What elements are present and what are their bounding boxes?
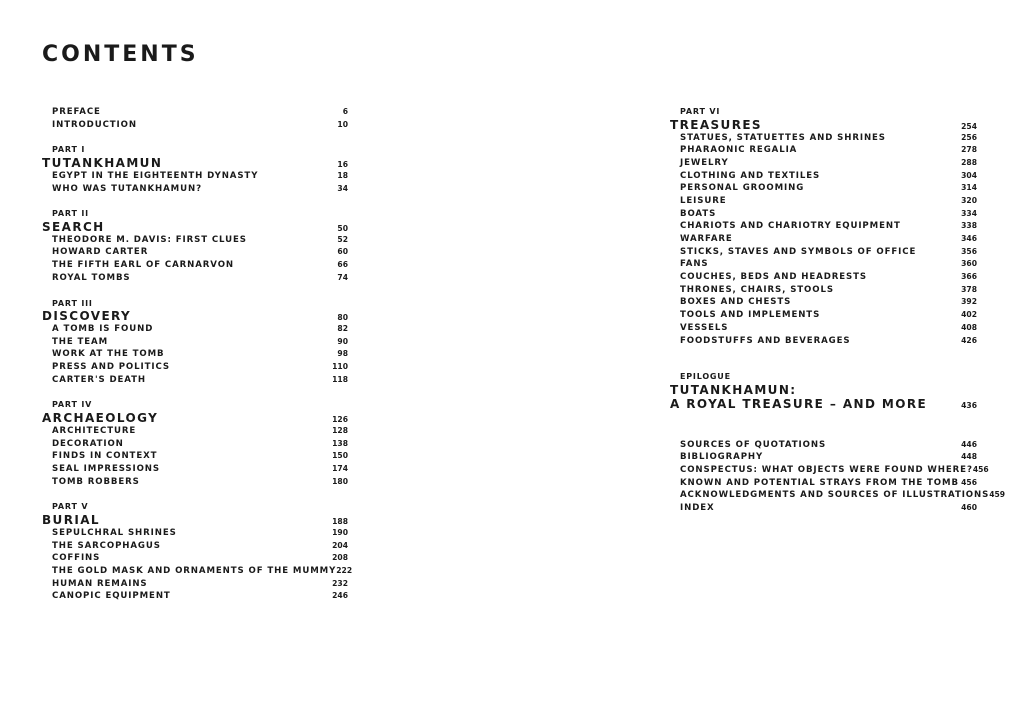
entry-label: SEPULCHRAL SHRINES <box>52 527 177 538</box>
toc-entry[interactable] <box>670 464 989 477</box>
entry-label: LEISURE <box>680 195 727 206</box>
contents-left-column <box>42 106 353 603</box>
entry-label: BOATS <box>680 208 717 219</box>
entry-page: 456 <box>972 465 989 475</box>
entry-page: 74 <box>337 272 348 282</box>
part-label: PART IV <box>52 400 93 410</box>
toc-entry[interactable] <box>42 450 348 463</box>
entry-page: 360 <box>961 259 977 269</box>
entry-page: 138 <box>332 438 348 448</box>
entry-label: HUMAN REMAINS <box>52 578 148 589</box>
toc-entry[interactable] <box>670 477 977 490</box>
part-page: 254 <box>961 121 977 131</box>
contents-right-column <box>670 106 1006 515</box>
entry-page: 256 <box>961 132 977 142</box>
entry-label: WORK AT THE TOMB <box>52 349 165 360</box>
toc-entry[interactable] <box>670 182 977 195</box>
entry-label: COUCHES, BEDS AND HEADRESTS <box>680 272 867 283</box>
entry-page: 320 <box>961 195 977 205</box>
entry-label: BIBLIOGRAPHY <box>680 452 764 463</box>
part-title[interactable] <box>42 309 348 323</box>
toc-entry[interactable] <box>42 336 348 349</box>
toc-entry[interactable] <box>42 578 348 591</box>
page-title: CONTENTS <box>42 42 199 67</box>
entry-label: BOXES AND CHESTS <box>680 297 792 308</box>
toc-entry[interactable] <box>42 425 348 438</box>
part-title-label: ARCHAEOLOGY <box>42 410 159 425</box>
entry-page: 456 <box>961 477 977 487</box>
entry-page: 334 <box>961 208 977 218</box>
entry-page: 150 <box>332 451 348 461</box>
part-title-label: SEARCH <box>42 219 105 234</box>
epilogue-title[interactable] <box>670 397 977 411</box>
entry-label: STATUES, STATUETTES AND SHRINES <box>680 132 886 143</box>
entry-label: SOURCES OF QUOTATIONS <box>680 439 827 450</box>
toc-entry[interactable] <box>670 132 977 145</box>
toc-entry[interactable] <box>670 502 977 515</box>
entry-label: JEWELRY <box>680 157 729 168</box>
entry-page: 90 <box>337 336 348 346</box>
entry-label: TOMB ROBBERS <box>52 476 140 487</box>
toc-entry[interactable] <box>670 258 977 271</box>
toc-entry[interactable] <box>670 246 977 259</box>
entry-page: 304 <box>961 170 977 180</box>
toc-entry[interactable] <box>670 309 977 322</box>
part-page: 188 <box>332 516 348 526</box>
entry-page: 222 <box>336 565 353 575</box>
toc-entry[interactable] <box>42 348 348 361</box>
entry-page: 110 <box>332 362 348 372</box>
part-title[interactable] <box>42 513 348 527</box>
entry-label: ROYAL TOMBS <box>52 272 131 283</box>
toc-entry[interactable] <box>670 170 977 183</box>
entry-label: THE SARCOPHAGUS <box>52 540 161 551</box>
entry-page: 174 <box>332 464 348 473</box>
toc-entry[interactable] <box>42 272 348 285</box>
entry-page: 232 <box>332 578 348 588</box>
entry-label: CLOTHING AND TEXTILES <box>680 170 821 181</box>
entry-label: PERSONAL GROOMING <box>680 183 805 194</box>
entry-page: 278 <box>961 145 977 155</box>
part-page: 16 <box>337 159 348 169</box>
entry-page: 18 <box>337 170 348 180</box>
epilogue-title-line1: TUTANKHAMUN: <box>670 382 797 397</box>
toc-entry[interactable] <box>670 335 977 348</box>
entry-label: THE FIFTH EARL OF CARNARVON <box>52 260 235 271</box>
part-label: PART VI <box>680 107 721 116</box>
entry-label: ARCHITECTURE <box>52 425 137 436</box>
toc-entry[interactable] <box>670 451 977 464</box>
entry-label: PRESS AND POLITICS <box>52 362 170 373</box>
part-label: PART V <box>52 502 89 512</box>
toc-entry[interactable] <box>42 183 348 196</box>
entry-page: 378 <box>961 284 977 294</box>
entry-page: 66 <box>337 260 348 270</box>
entry-label: ACKNOWLEDGMENTS AND SOURCES OF ILLUSTRATIONS <box>680 490 990 501</box>
entry-page: 448 <box>961 452 977 462</box>
epilogue-page: 436 <box>961 400 977 410</box>
entry-label: DECORATION <box>52 438 124 449</box>
entry-page: 52 <box>337 234 348 244</box>
toc-entry[interactable] <box>42 246 348 259</box>
entry-label: CANOPIC EQUIPMENT <box>52 591 171 602</box>
entry-label: THRONES, CHAIRS, STOOLS <box>680 284 834 295</box>
entry-page: 34 <box>337 183 348 193</box>
toc-entry[interactable] <box>42 527 348 540</box>
toc-entry[interactable] <box>42 540 348 553</box>
entry-page: 288 <box>961 157 977 167</box>
toc-entry[interactable] <box>670 322 977 335</box>
part-title[interactable] <box>42 156 348 170</box>
entry-page: 346 <box>961 234 977 243</box>
entry-page: 6 <box>342 107 348 116</box>
toc-entry[interactable] <box>42 361 348 374</box>
entry-page: 459 <box>989 490 1006 500</box>
epilogue-title-line2: A ROYAL TREASURE – AND MORE <box>670 396 928 411</box>
toc-entry[interactable] <box>670 271 977 284</box>
toc-entry[interactable] <box>670 144 977 157</box>
entry-page: 60 <box>337 247 348 257</box>
entry-page: 246 <box>332 591 348 601</box>
entry-label: THEODORE M. DAVIS: FIRST CLUES <box>52 234 247 245</box>
entry-page: 446 <box>961 439 977 449</box>
entry-label: SEAL IMPRESSIONS <box>52 464 160 474</box>
entry-label: THE GOLD MASK AND ORNAMENTS OF THE MUMMY <box>52 565 337 576</box>
entry-label: THE TEAM <box>52 336 109 347</box>
toc-entry[interactable] <box>670 296 977 309</box>
part-title-label: BURIAL <box>42 512 100 527</box>
toc-entry[interactable] <box>670 284 977 297</box>
toc-entry[interactable] <box>42 463 348 476</box>
part-title-label: DISCOVERY <box>42 309 132 323</box>
entry-label: INDEX <box>680 503 715 514</box>
part-page: 126 <box>332 414 348 424</box>
entry-label: EGYPT IN THE EIGHTEENTH DYNASTY <box>52 170 259 181</box>
toc-entry[interactable] <box>42 259 348 272</box>
toc-entry[interactable] <box>670 489 1006 502</box>
entry-label: CARTER'S DEATH <box>52 374 146 385</box>
entry-page: 190 <box>332 527 348 537</box>
entry-label: KNOWN AND POTENTIAL STRAYS FROM THE TOMB <box>680 477 959 488</box>
entry-label: A TOMB IS FOUND <box>52 324 154 334</box>
part-label: PART III <box>52 298 93 308</box>
entry-label: FOODSTUFFS AND BEVERAGES <box>680 335 851 346</box>
part-label: PART I <box>52 145 86 155</box>
entry-label: FANS <box>680 259 709 270</box>
entry-page: 98 <box>337 349 348 359</box>
entry-page: 338 <box>961 221 977 231</box>
toc-entry[interactable] <box>42 552 348 565</box>
entry-page: 208 <box>332 553 348 563</box>
entry-page: 82 <box>337 324 348 333</box>
toc-entry[interactable] <box>42 438 348 451</box>
entry-label: CHARIOTS AND CHARIOTRY EQUIPMENT <box>680 221 901 232</box>
entry-page: 204 <box>332 540 348 550</box>
entry-label: INTRODUCTION <box>52 119 137 130</box>
toc-entry[interactable] <box>42 106 348 119</box>
toc-entry[interactable] <box>42 476 348 489</box>
part-title-label: TUTANKHAMUN <box>42 155 163 170</box>
entry-label: WHO WAS TUTANKHAMUN? <box>52 183 202 194</box>
entry-page: 118 <box>332 374 348 384</box>
toc-entry[interactable] <box>670 439 977 452</box>
toc-entry[interactable] <box>42 170 348 183</box>
entry-page: 128 <box>332 425 348 435</box>
part-label: PART II <box>52 209 89 219</box>
toc-entry[interactable] <box>42 565 353 578</box>
entry-page: 10 <box>337 119 348 129</box>
entry-page: 392 <box>961 297 977 307</box>
part-page: 50 <box>337 223 348 233</box>
entry-label: COFFINS <box>52 553 101 564</box>
toc-entry[interactable] <box>670 157 977 170</box>
toc-entry[interactable] <box>670 220 977 233</box>
part-page: 80 <box>337 313 348 322</box>
entry-page: 180 <box>332 476 348 486</box>
entry-label: HOWARD CARTER <box>52 247 149 258</box>
entry-label: TOOLS AND IMPLEMENTS <box>680 310 821 321</box>
entry-page: 356 <box>961 246 977 256</box>
entry-label: PHARAONIC REGALIA <box>680 145 798 156</box>
part-title[interactable] <box>670 118 977 132</box>
entry-label: WARFARE <box>680 234 733 244</box>
toc-entry[interactable] <box>670 233 977 246</box>
entry-label: FINDS IN CONTEXT <box>52 451 158 462</box>
entry-page: 460 <box>961 503 977 513</box>
toc-entry[interactable] <box>42 323 348 336</box>
part-title[interactable] <box>42 220 348 234</box>
entry-label: VESSELS <box>680 322 729 333</box>
entry-label: CONSPECTUS: WHAT OBJECTS WERE FOUND WHERE? <box>680 465 973 476</box>
part-title[interactable] <box>42 411 348 425</box>
part-title-label: TREASURES <box>670 117 762 132</box>
entry-label: PREFACE <box>52 107 101 117</box>
toc-entry[interactable] <box>42 374 348 387</box>
entry-page: 426 <box>961 335 977 345</box>
toc-entry[interactable] <box>42 590 348 603</box>
entry-label: STICKS, STAVES AND SYMBOLS OF OFFICE <box>680 246 917 257</box>
entry-page: 314 <box>961 183 977 193</box>
entry-page: 402 <box>961 310 977 320</box>
entry-page: 366 <box>961 272 977 282</box>
toc-entry[interactable] <box>42 234 348 247</box>
toc-entry[interactable] <box>670 195 977 208</box>
entry-page: 408 <box>961 322 977 332</box>
epilogue-label: EPILOGUE <box>680 372 731 382</box>
toc-entry[interactable] <box>42 119 348 132</box>
toc-entry[interactable] <box>670 208 977 221</box>
